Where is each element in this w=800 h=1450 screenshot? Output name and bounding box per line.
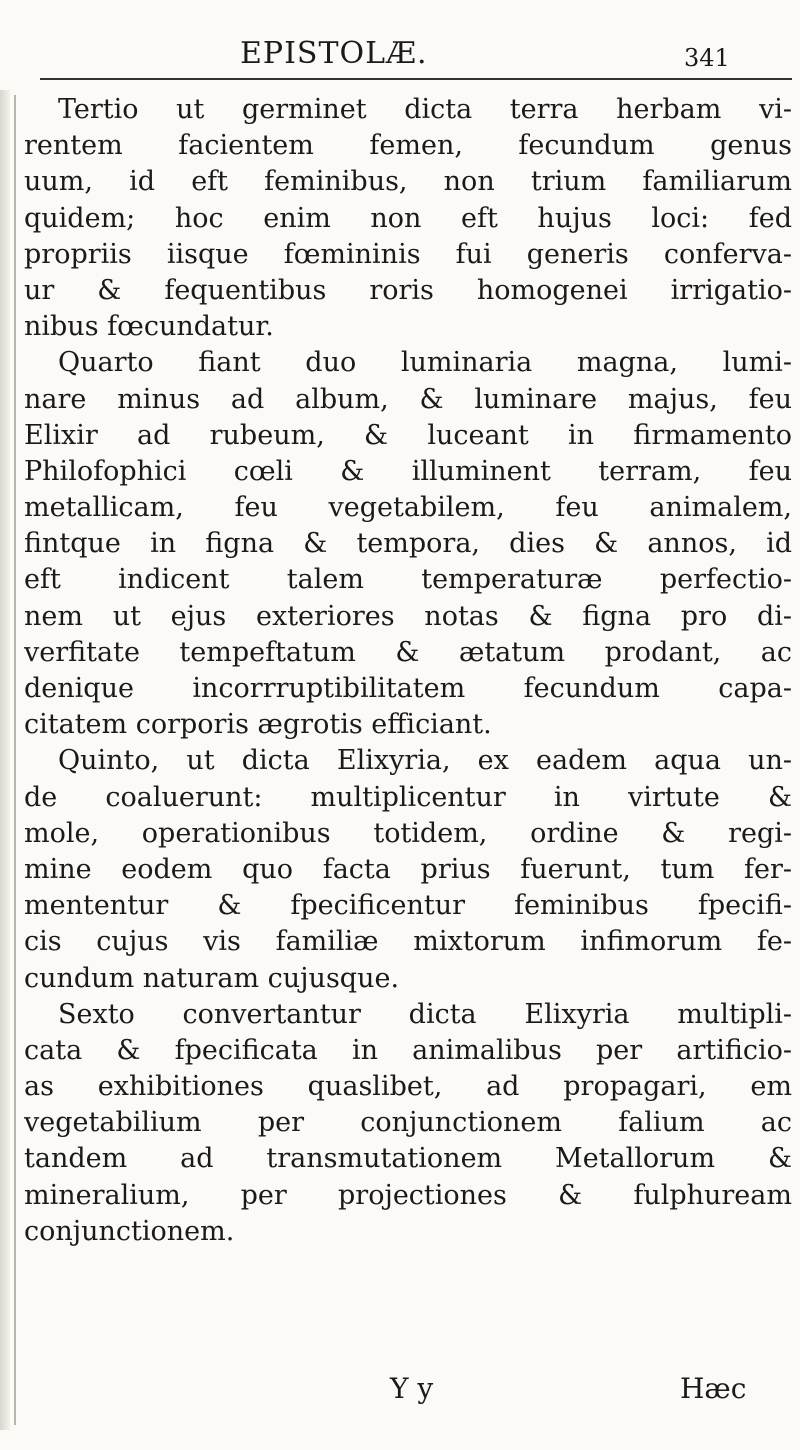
text-line: rentem facientem femen, fecundum genus <box>24 130 792 162</box>
body-text <box>24 92 792 1250</box>
text-line: Tertio ut germinet dicta terra herbam vi- <box>58 94 792 125</box>
text-line: mine eodem quo facta prius fuerunt, tum fer- <box>24 853 792 885</box>
text-line: vegetabilium per conjunctionem falium ac <box>24 1107 792 1139</box>
text-line: as exhibitiones quaslibet, ad propagari, em <box>24 1071 792 1103</box>
text-line: mineralium, per projectiones & fulphuream <box>24 1179 792 1211</box>
text-line: quidem; hoc enim non eft hujus loci: fed <box>24 202 792 234</box>
text-line: cis cujus vis familiæ mixtorum infimorum fe- <box>24 926 792 958</box>
text-line: Philofophici cœli & illuminent terram, feu <box>24 455 792 487</box>
text-line: Quinto, ut dicta Elixyria, ex eadem aqua un- <box>58 745 792 777</box>
text-line: propriis iisque fœmininis fui generis conferva- <box>24 238 792 270</box>
text-line: Quarto fiant duo luminaria magna, lumi- <box>58 347 792 379</box>
page-header <box>0 18 800 72</box>
text-line: eft indicent talem temperaturæ perfectio- <box>24 564 792 596</box>
text-line: metallicam, feu vegetabilem, feu animalem, <box>24 492 792 524</box>
text-line: Elixir ad rubeum, & luceant in firmamento <box>24 419 792 451</box>
text-line: fintque in figna & tempora, dies & annos, id <box>24 528 792 560</box>
text-line: nibus fœcundatur. <box>24 311 274 343</box>
page-left-edge <box>0 90 10 1430</box>
text-line: ur & fequentibus roris homogenei irrigatio- <box>24 274 792 306</box>
text-line: cata & fpecificata in animalibus per artificio- <box>24 1034 792 1066</box>
text-line: uum, id eft feminibus, non trium familiarum <box>24 166 792 198</box>
text-line: conjunctionem. <box>24 1215 235 1247</box>
header-rule <box>40 78 792 80</box>
text-line: mole, operationibus totidem, ordine & regi- <box>24 817 792 849</box>
text-line: Sexto convertantur dicta Elixyria multipli- <box>58 998 792 1030</box>
page-number: 341 <box>684 44 730 72</box>
signature-mark: Y y <box>390 1372 434 1405</box>
catchword: Hæc <box>680 1372 747 1405</box>
text-line: verfitate tempeftatum & ætatum prodant, ac <box>24 636 792 668</box>
text-line: citatem corporis ægrotis efficiant. <box>24 709 492 741</box>
text-line: denique incorrruptibilitatem fecundum capa- <box>24 673 792 704</box>
text-line: tandem ad transmutationem Metallorum & <box>24 1143 792 1175</box>
text-line: cundum naturam cujusque. <box>24 962 400 994</box>
page-footer <box>0 1372 800 1412</box>
text-line: de coaluerunt: multiplicentur in virtute & <box>24 781 792 813</box>
text-line: mententur & fpecificentur feminibus fpecifi- <box>24 890 792 922</box>
text-line: nem ut ejus exteriores notas & figna pro di- <box>24 600 792 632</box>
text-line: nare minus ad album, & luminare majus, feu <box>24 383 792 415</box>
running-title: EPISTOLÆ. <box>240 36 428 71</box>
gutter-line <box>14 95 16 1425</box>
